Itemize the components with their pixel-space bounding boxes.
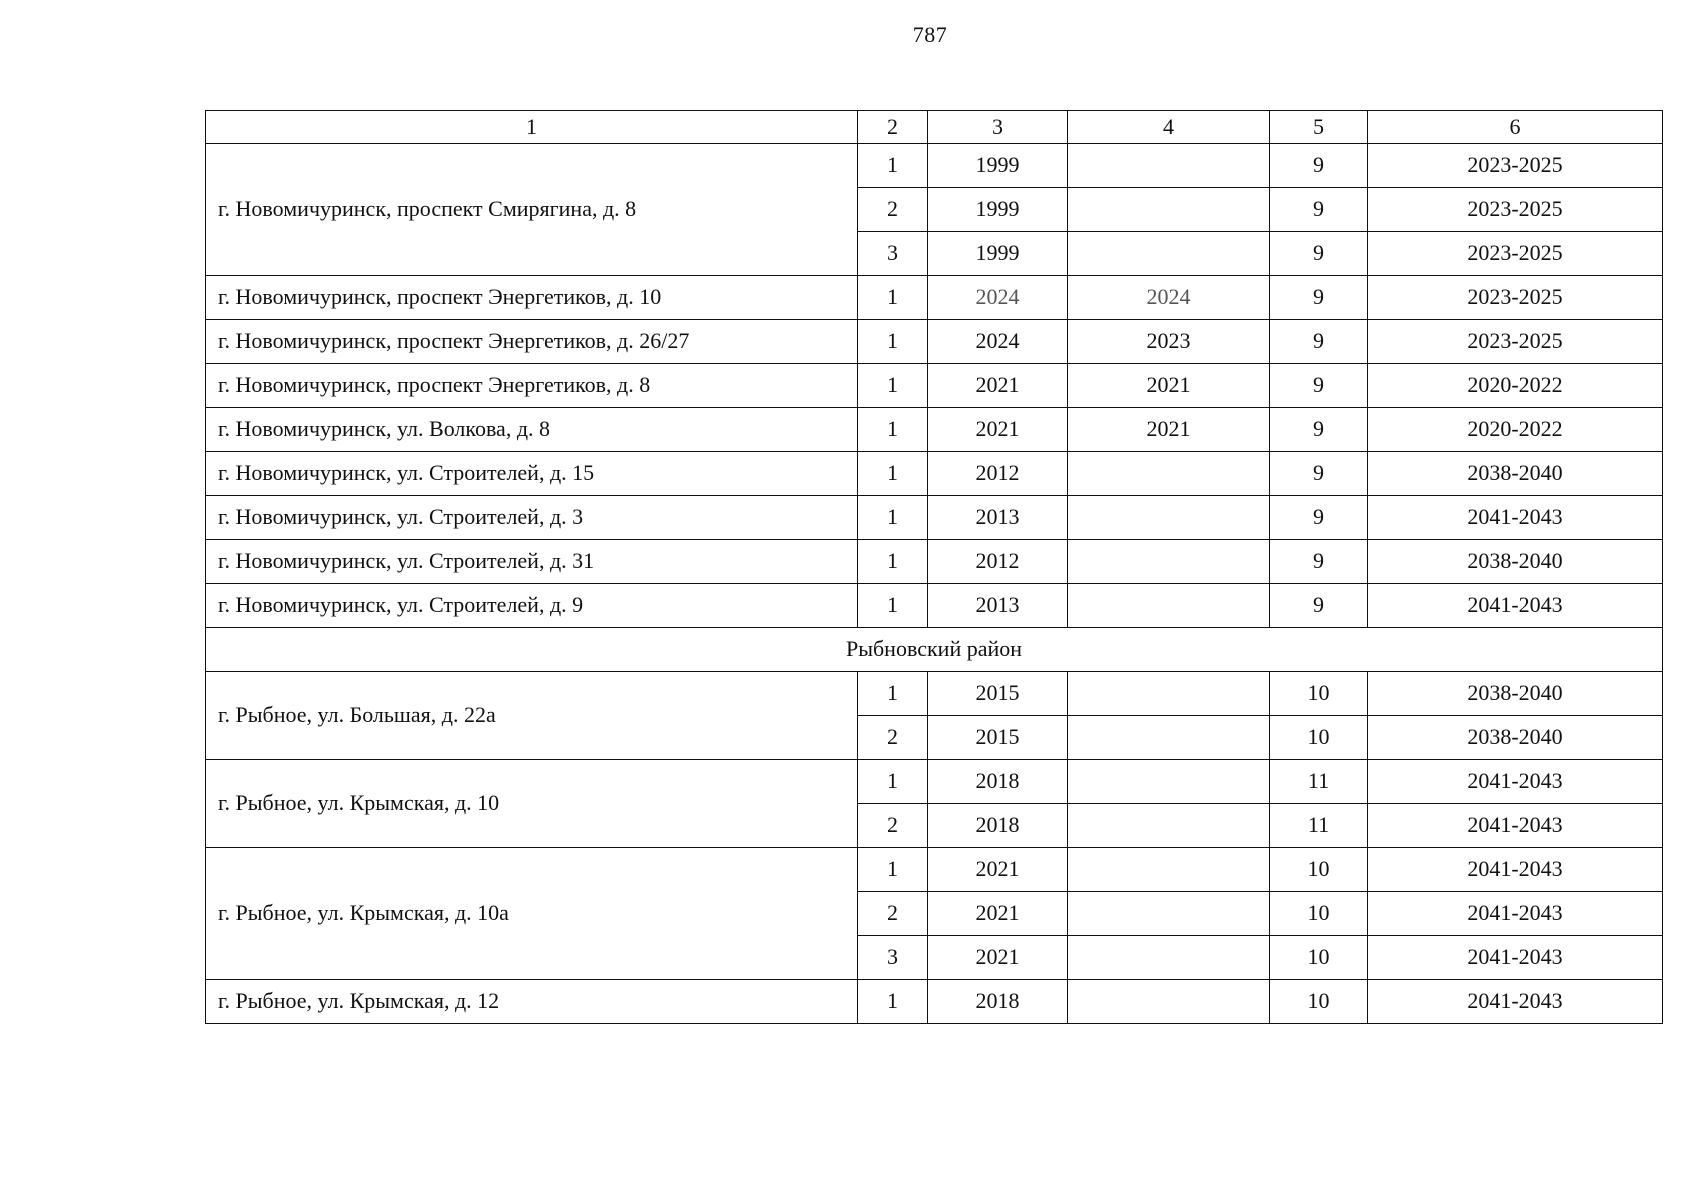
year-cell: 2013	[928, 584, 1068, 628]
col5-cell: 11	[1270, 760, 1368, 804]
year-cell: 2012	[928, 452, 1068, 496]
address-cell: г. Новомичуринск, проспект Энергетиков, д. 8	[206, 364, 858, 408]
col5-cell: 9	[1270, 276, 1368, 320]
col5-cell: 10	[1270, 980, 1368, 1024]
period-cell: 2038-2040	[1368, 672, 1663, 716]
year-cell: 1999	[928, 144, 1068, 188]
table-row	[206, 540, 1663, 584]
item-number-cell: 1	[858, 980, 928, 1024]
col4-cell: 2021	[1068, 408, 1270, 452]
year-cell: 2015	[928, 716, 1068, 760]
period-cell: 2041-2043	[1368, 892, 1663, 936]
year-cell: 2013	[928, 496, 1068, 540]
period-cell: 2020-2022	[1368, 364, 1663, 408]
col4-cell	[1068, 188, 1270, 232]
address-cell: г. Новомичуринск, проспект Смирягина, д. 8	[206, 144, 858, 276]
item-number-cell: 1	[858, 276, 928, 320]
item-number-cell: 1	[858, 672, 928, 716]
year-cell: 2021	[928, 892, 1068, 936]
item-number-cell: 1	[858, 144, 928, 188]
section-title: Рыбновский район	[206, 628, 1663, 672]
period-cell: 2038-2040	[1368, 716, 1663, 760]
table-row	[206, 496, 1663, 540]
period-cell: 2023-2025	[1368, 276, 1663, 320]
item-number-cell: 3	[858, 936, 928, 980]
period-cell: 2023-2025	[1368, 188, 1663, 232]
period-cell: 2038-2040	[1368, 452, 1663, 496]
year-cell: 2018	[928, 760, 1068, 804]
period-cell: 2023-2025	[1368, 144, 1663, 188]
item-number-cell: 2	[858, 716, 928, 760]
table-row	[206, 584, 1663, 628]
year-cell: 2024	[928, 320, 1068, 364]
col4-cell	[1068, 892, 1270, 936]
col5-cell: 9	[1270, 452, 1368, 496]
address-cell: г. Рыбное, ул. Крымская, д. 10а	[206, 848, 858, 980]
address-cell: г. Новомичуринск, ул. Волкова, д. 8	[206, 408, 858, 452]
address-cell: г. Новомичуринск, ул. Строителей, д. 15	[206, 452, 858, 496]
year-cell: 2021	[928, 364, 1068, 408]
year-cell: 2024	[928, 276, 1068, 320]
col4-cell: 2021	[1068, 364, 1270, 408]
address-cell: г. Новомичуринск, проспект Энергетиков, д. 26/27	[206, 320, 858, 364]
period-cell: 2041-2043	[1368, 980, 1663, 1024]
col4-cell	[1068, 672, 1270, 716]
address-cell: г. Рыбное, ул. Крымская, д. 12	[206, 980, 858, 1024]
item-number-cell: 1	[858, 496, 928, 540]
year-cell: 2018	[928, 980, 1068, 1024]
header-cell-col-2: 2	[858, 111, 928, 144]
address-cell: г. Рыбное, ул. Большая, д. 22а	[206, 672, 858, 760]
col5-cell: 9	[1270, 584, 1368, 628]
col5-cell: 11	[1270, 804, 1368, 848]
col4-cell: 2023	[1068, 320, 1270, 364]
item-number-cell: 1	[858, 452, 928, 496]
col4-cell	[1068, 760, 1270, 804]
col4-cell	[1068, 804, 1270, 848]
item-number-cell: 1	[858, 760, 928, 804]
year-cell: 1999	[928, 232, 1068, 276]
header-cell-col-3: 3	[928, 111, 1068, 144]
year-cell: 2018	[928, 804, 1068, 848]
col4-cell	[1068, 232, 1270, 276]
year-cell: 1999	[928, 188, 1068, 232]
table-header-row	[206, 111, 1663, 144]
col4-cell	[1068, 144, 1270, 188]
table-body	[206, 111, 1663, 1024]
col5-cell: 10	[1270, 892, 1368, 936]
page-number: 787	[912, 22, 948, 47]
col4-cell	[1068, 848, 1270, 892]
item-number-cell: 1	[858, 584, 928, 628]
address-cell: г. Новомичуринск, ул. Строителей, д. 31	[206, 540, 858, 584]
item-number-cell: 2	[858, 804, 928, 848]
item-number-cell: 1	[858, 408, 928, 452]
address-cell: г. Рыбное, ул. Крымская, д. 10	[206, 760, 858, 848]
section-row	[206, 628, 1663, 672]
table-row	[206, 980, 1663, 1024]
header-cell-col-4: 4	[1068, 111, 1270, 144]
header-cell-col-6: 6	[1368, 111, 1663, 144]
table-row	[206, 452, 1663, 496]
col5-cell: 10	[1270, 936, 1368, 980]
period-cell: 2041-2043	[1368, 804, 1663, 848]
period-cell: 2041-2043	[1368, 496, 1663, 540]
col5-cell: 10	[1270, 672, 1368, 716]
period-cell: 2023-2025	[1368, 232, 1663, 276]
item-number-cell: 2	[858, 188, 928, 232]
table-row	[206, 276, 1663, 320]
year-cell: 2021	[928, 408, 1068, 452]
item-number-cell: 1	[858, 364, 928, 408]
year-cell: 2015	[928, 672, 1068, 716]
col5-cell: 9	[1270, 188, 1368, 232]
year-cell: 2012	[928, 540, 1068, 584]
col4-cell	[1068, 980, 1270, 1024]
period-cell: 2041-2043	[1368, 584, 1663, 628]
table-row	[206, 760, 1663, 804]
data-table	[205, 110, 1663, 1024]
address-cell: г. Новомичуринск, ул. Строителей, д. 3	[206, 496, 858, 540]
col4-cell: 2024	[1068, 276, 1270, 320]
period-cell: 2041-2043	[1368, 936, 1663, 980]
col5-cell: 9	[1270, 232, 1368, 276]
col5-cell: 10	[1270, 848, 1368, 892]
table-row	[206, 848, 1663, 892]
item-number-cell: 1	[858, 848, 928, 892]
col4-cell	[1068, 716, 1270, 760]
item-number-cell: 1	[858, 540, 928, 584]
header-cell-col-1: 1	[206, 111, 858, 144]
col4-cell	[1068, 936, 1270, 980]
col5-cell: 9	[1270, 144, 1368, 188]
col5-cell: 9	[1270, 408, 1368, 452]
table-row	[206, 144, 1663, 188]
address-cell: г. Новомичуринск, ул. Строителей, д. 9	[206, 584, 858, 628]
period-cell: 2023-2025	[1368, 320, 1663, 364]
address-cell: г. Новомичуринск, проспект Энергетиков, д. 10	[206, 276, 858, 320]
col5-cell: 9	[1270, 540, 1368, 584]
table-row	[206, 364, 1663, 408]
period-cell: 2038-2040	[1368, 540, 1663, 584]
year-cell: 2021	[928, 848, 1068, 892]
col4-cell	[1068, 584, 1270, 628]
col5-cell: 9	[1270, 320, 1368, 364]
table-row	[206, 672, 1663, 716]
item-number-cell: 1	[858, 320, 928, 364]
col4-cell	[1068, 452, 1270, 496]
item-number-cell: 2	[858, 892, 928, 936]
item-number-cell: 3	[858, 232, 928, 276]
col4-cell	[1068, 496, 1270, 540]
table-row	[206, 320, 1663, 364]
table-row	[206, 408, 1663, 452]
col4-cell	[1068, 540, 1270, 584]
period-cell: 2041-2043	[1368, 848, 1663, 892]
year-cell: 2021	[928, 936, 1068, 980]
col5-cell: 10	[1270, 716, 1368, 760]
header-cell-col-5: 5	[1270, 111, 1368, 144]
period-cell: 2041-2043	[1368, 760, 1663, 804]
period-cell: 2020-2022	[1368, 408, 1663, 452]
col5-cell: 9	[1270, 364, 1368, 408]
col5-cell: 9	[1270, 496, 1368, 540]
